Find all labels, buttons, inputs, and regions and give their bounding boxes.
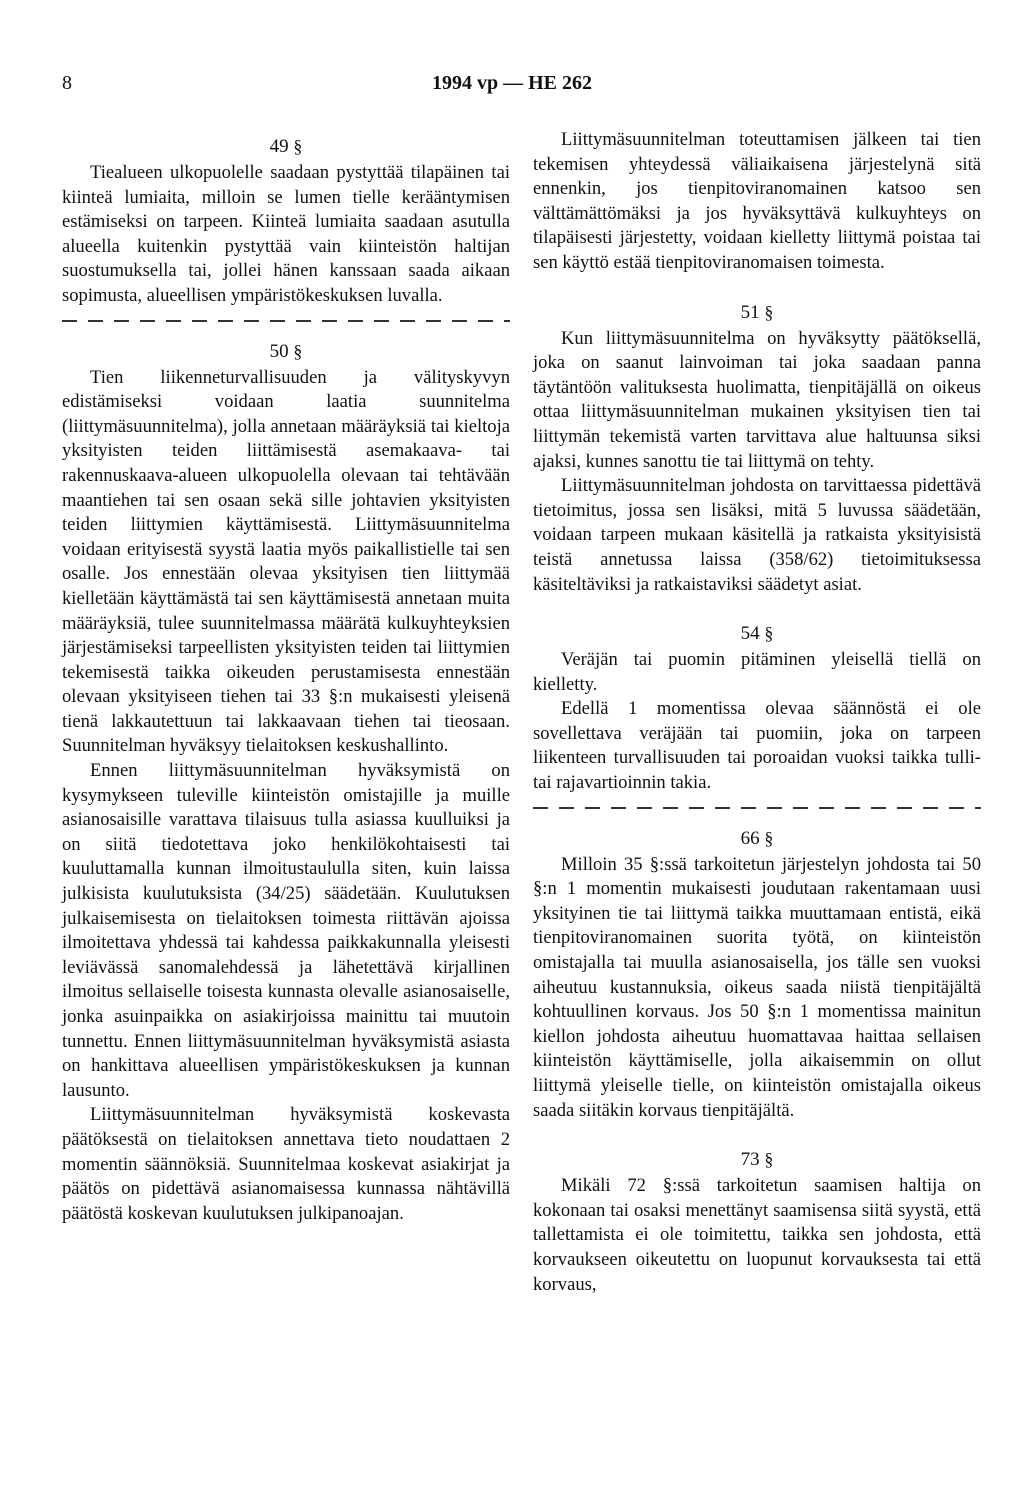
section-number: 66: [740, 827, 760, 849]
section-66-paragraph-1: Milloin 35 §:ssä tarkoitetun järjestelyn johdosta tai 50 §:n 1 momentin mukaisesti joudutaan rakentamaan uusi yksityinen tie tai liittymä taikka muuttamaan entistä, eikä tienpitoviranomainen suorita työtä, on kiinteistön omistajalla tai muulla asianosaisella, jos tälle sen vuoksi aiheutuu kustannuksia, oikeus saada niistä tienpitäjältä kohtuullinen korvaus. Jos 50 §:n 1 momentissa mainitun kiellon johdosta aiheutuu huomattavaa haittaa sellaisen kiinteistön käyttämiselle, jolla aikaisemmin on ollut liittymä yleiselle tielle, on kiinteistön omistajalla oikeus saada siitäkin korvaus tienpitäjältä.: [533, 853, 981, 1121]
section-51-paragraph-2: Liittymäsuunnitelman johdosta on tarvittaessa pidettävä tietoimitus, jossa sen lisäksi, mitä 5 luvussa säädetään, voidaan tarpeen mukaan käsitellä ja ratkaista yksityisistä teistä annetussa laissa (358/62) tietoimituksessa käsiteltäviksi ja ratkaistaviksi säädetyt asiat.: [533, 475, 981, 595]
section-sign: §: [764, 827, 774, 848]
section-number: 50: [269, 340, 289, 362]
section-sign: §: [764, 623, 774, 644]
section-49-paragraph-1: Tiealueen ulkopuolelle saadaan pystyttää tilapäinen tai kiinteä lumiaita, milloin se lumen tielle kerääntymisen estämiseksi on tarpeen. Kiinteä lumiaita saadaan asutulla alueella kuitenkin pystyttää vain kiinteistön haltijan suostumuksella tai, jollei hänen kanssaan saada aikaan sopimusta, alueellisen ympäristökeskuksen luvalla.: [62, 162, 510, 306]
section-heading-51: [533, 300, 981, 325]
section-50-paragraph-2: Ennen liittymäsuunnitelman hyväksymistä on kysymykseen tuleville kiinteistön omistajille ja muille asianosaisille varattava tilaisuus tulla asiassa kuulluiksi ja on siitä tiedotettava joko henkilökohtaisesti tai kuuluttamalla kunnan ilmoitustaululla siten, kuin laissa julkisista kuulutuksista (34/25) säädetään. Kuulutuksen julkaisemisesta on tielaitoksen toimesta riittävän ajoissa ilmoitettava yhdessä tai kahdessa paikkakunnalla yleisesti leviävässä sanomalehdessä ja lähetettävä kirjallinen ilmoitus sellaiselle toisesta kunnasta olevalle asianosaiselle, jonka asuinpaikka on asiakirjoissa mainittu tai muutoin tunnettu. Ennen liittymäsuunnitelman hyväksymistä asiasta on hankittava alueellisen ympäristökeskuksen ja kunnan lausunto.: [62, 760, 510, 1101]
section-number: 73: [740, 1149, 760, 1171]
section-73-paragraph-1: Mikäli 72 §:ssä tarkoitetun saamisen haltija on kokonaan tai osaksi menettänyt saamisensa siitä syystä, että tallettamista ei ole toimitettu, taikka sen johdosta, että korvaukseen oikeutettu on luopunut korvauksesta tai että korvaus,: [533, 1175, 981, 1295]
left-column: [62, 128, 510, 1226]
section-heading-50: [62, 339, 510, 364]
running-title: 1994 vp — HE 262: [431, 72, 593, 94]
section-sign: §: [764, 1149, 774, 1170]
omission-divider: [533, 802, 981, 812]
right-column: [533, 128, 981, 1297]
section-50-paragraph-1: Tien liikenneturvallisuuden ja välityskyvyn edistämiseksi voidaan laatia suunnitelma (liittymäsuunnitelma), jolla annetaan määräyksiä tai kieltoja yksityisten teiden liittämisestä asemakaava- tai rakennuskaava-alueen ulkopuolella olevaan tai tehtävään maantiehen tai sen osaan sekä sille johtavien yksityisten teiden liittymien käyttämisestä. Liittymäsuunnitelma voidaan erityisestä syystä laatia myös paikallistielle tai sen osalle. Jos ennestään olevaa yksityisen tien liittymää kielletään käyttämästä tai sen käyttämisestä annetaan muita määräyksiä, tulee suunnitelmassa määrätä kulkuyhteyksien järjestämiseksi tarpeellisten yksityisten teiden tai liittymien tekemisestä taikka oikeuden perustamisesta ennestään olevaan yksityiseen tiehen tai 33 §:n mukaisesti yleisenä tienä lakkautettuun tai lakkaavaan tiehen tai tieosaan. Suunnitelman hyväksyy tielaitoksen keskushallinto.: [62, 366, 510, 757]
section-number: 51: [740, 301, 760, 323]
section-50-paragraph-3: Liittymäsuunnitelman hyväksymistä koskevasta päätöksestä on tielaitoksen annettava tieto noudattaen 2 momentin säännöksiä. Suunnitelmaa koskevat asiakirjat ja päätös on pidettävä asianomaisessa kunnassa nähtävillä päätöstä koskevan kuulutuksen julkipanoajan.: [62, 1104, 510, 1224]
section-51-paragraph-1: Kun liittymäsuunnitelma on hyväksytty päätöksellä, joka on saanut lainvoiman tai joka saadaan panna täytäntöön valituksesta huolimatta, tienpitäjällä on oikeus ottaa liittymäsuunnitelman mukainen yksityisen tien tai liittymän tekemistä varten tarvittava alue haltuunsa siksi ajaksi, kunnes sanottu tie tai liittymä on tehty.: [533, 327, 981, 472]
section-50-paragraph-4: Liittymäsuunnitelman toteuttamisen jälkeen tai tien tekemisen yhteydessä väliaikaisena järjestelynä sitä ennenkin, jos tienpitoviranomainen katsoo sen välttämättömäksi ja jos hyväksyttävä kulkuyhteys on tilapäisesti järjestetty, voidaan kielletty liittymä poistaa tai sen käyttö estää tienpitoviranomaisen toimesta.: [533, 129, 981, 273]
section-number: 54: [740, 623, 760, 645]
section-sign: §: [764, 301, 774, 322]
section-heading-49: [62, 134, 510, 159]
section-number: 49: [269, 136, 289, 157]
section-heading-66: [533, 826, 981, 851]
section-sign: §: [293, 340, 303, 361]
page-number: 8: [62, 72, 72, 94]
section-54-paragraph-1: Veräjän tai puomin pitäminen yleisellä tiellä on kielletty.: [533, 649, 981, 695]
section-sign: §: [293, 136, 303, 156]
section-heading-73: [533, 1147, 981, 1172]
section-heading-54: [533, 621, 981, 646]
page-header: [0, 72, 1024, 102]
section-54-paragraph-2: Edellä 1 momentissa olevaa säännöstä ei ole sovellettava veräjään tai puomiin, joka on tarpeen liikenteen turvallisuuden tai poroaidan vuoksi taikka tulli- tai rajavartioinnin takia.: [533, 698, 981, 794]
omission-divider: [62, 315, 510, 325]
